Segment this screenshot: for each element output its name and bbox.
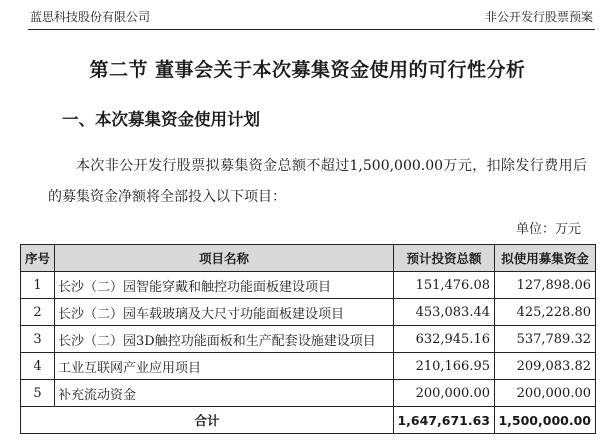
row-project-name: 长沙（二）园车载玻璃及大尺寸功能面板建设项目	[55, 299, 394, 326]
header-divider	[28, 29, 595, 30]
total-investment-sum: 1,647,671.63	[394, 407, 495, 434]
row-total-investment: 200,000.00	[394, 380, 495, 407]
row-project-name: 长沙（二）园3D触控功能面板和生产配套设施建设项目	[55, 326, 394, 353]
table-row	[21, 272, 596, 299]
section-title: 第二节 董事会关于本次募集资金使用的可行性分析	[89, 59, 526, 81]
header-doc-type: 非公开发行股票预案	[484, 10, 593, 24]
header-project-name: 项目名称	[55, 245, 394, 272]
row-raised-funds: 425,228.80	[495, 299, 596, 326]
table-row	[21, 326, 596, 353]
row-raised-funds: 127,898.06	[495, 272, 596, 299]
row-no: 4	[21, 353, 55, 380]
header-no: 序号	[21, 245, 55, 272]
table-row	[21, 299, 596, 326]
table-header-row	[21, 245, 596, 272]
intro-paragraph: 本次非公开发行股票拟募集资金总额不超过1,500,000.00万元，扣除发行费用后的募集资金净额将全部投入以下项目：	[48, 158, 587, 205]
row-no: 1	[21, 272, 55, 299]
row-project-name: 长沙（二）园智能穿戴和触控功能面板建设项目	[55, 272, 394, 299]
sub-title: 一、本次募集资金使用计划	[62, 110, 260, 129]
row-total-investment: 151,476.08	[394, 272, 495, 299]
unit-label: 单位：万元	[515, 222, 581, 237]
row-raised-funds: 209,083.82	[495, 353, 596, 380]
table-row	[21, 380, 596, 407]
table-row	[21, 353, 596, 380]
row-project-name: 工业互联网产业应用项目	[55, 353, 394, 380]
row-total-investment: 210,166.95	[394, 353, 495, 380]
header-company: 蓝思科技股份有限公司	[30, 10, 151, 24]
row-project-name: 补充流动资金	[55, 380, 394, 407]
row-no: 5	[21, 380, 55, 407]
row-raised-funds: 537,789.32	[495, 326, 596, 353]
row-no: 3	[21, 326, 55, 353]
row-total-investment: 632,945.16	[394, 326, 495, 353]
table-total-row	[21, 407, 596, 434]
row-raised-funds: 200,000.00	[495, 380, 596, 407]
total-label: 合计	[21, 407, 394, 434]
header-total-investment: 预计投资总额	[394, 245, 495, 272]
funding-plan-table	[20, 244, 596, 434]
row-no: 2	[21, 299, 55, 326]
raised-funds-sum: 1,500,000.00	[495, 407, 596, 434]
row-total-investment: 453,083.44	[394, 299, 495, 326]
header-raised-funds: 拟使用募集资金	[495, 245, 596, 272]
